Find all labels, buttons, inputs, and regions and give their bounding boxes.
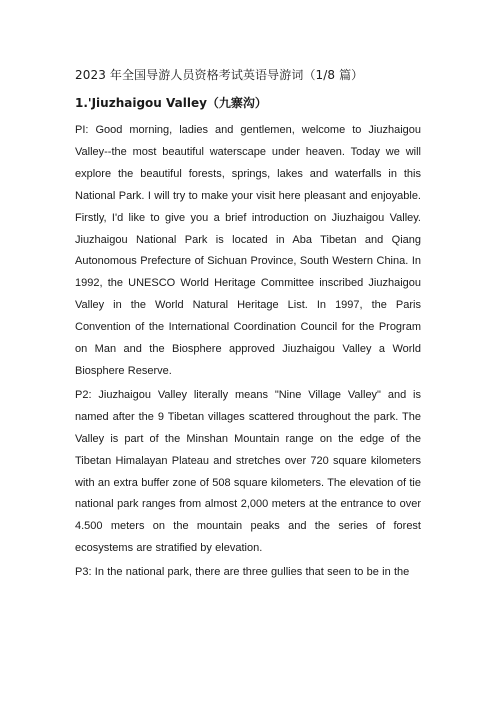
paragraph-p2: P2: Jiuzhaigou Valley literally means "Nine Village Valley" and is named after the 9 Tibetan villages scattered throughout the park. The Valley is part of the Minshan Mountain range on the edge of the Tibetan Himalayan Plateau and stretches over 720 square kilometers with an extra buffer zone of 508 square kilometers. The elevation of tie national park ranges from almost 2,000 meters at the entrance to over 4.500 meters on the mountain peaks and the series of forest ecosystems are stratified by elevation. <box>75 388 421 555</box>
body-text <box>75 120 421 586</box>
document-title: 2023 年全国导游人员资格考试英语导游词（1/8 篇） <box>75 68 364 82</box>
paragraph-p3: P3: In the national park, there are three gullies that seen to be in the <box>75 566 410 579</box>
paragraph-p1: PI: Good morning, ladies and gentlemen, welcome to Jiuzhaigou Valley--the most beautiful waterscape under heaven. Today we will explore the beautiful forests, springs, lakes and waterfalls in this National Park. I will try to make your visit here pleasant and enjoyable. Firstly, I'd like to give you a brief introduction on Jiuzhaigou Valley. Jiuzhaigou National Park is located in Aba Tibetan and Qiang Autonomous Prefecture of Sichuan Province, South Western China. In 1992, the UNESCO World Heritage Committee inscribed Jiuzhaigou Valley in the World Natural Heritage List. In 1997, the Paris Convention of the International Coordination Council for the Program on Man and the Biosphere approved Jiuzhaigou Valley a World Biosphere Reserve. <box>75 124 421 377</box>
section-heading: 1.'Jiuzhaigou Valley（九寨沟） <box>75 96 267 110</box>
